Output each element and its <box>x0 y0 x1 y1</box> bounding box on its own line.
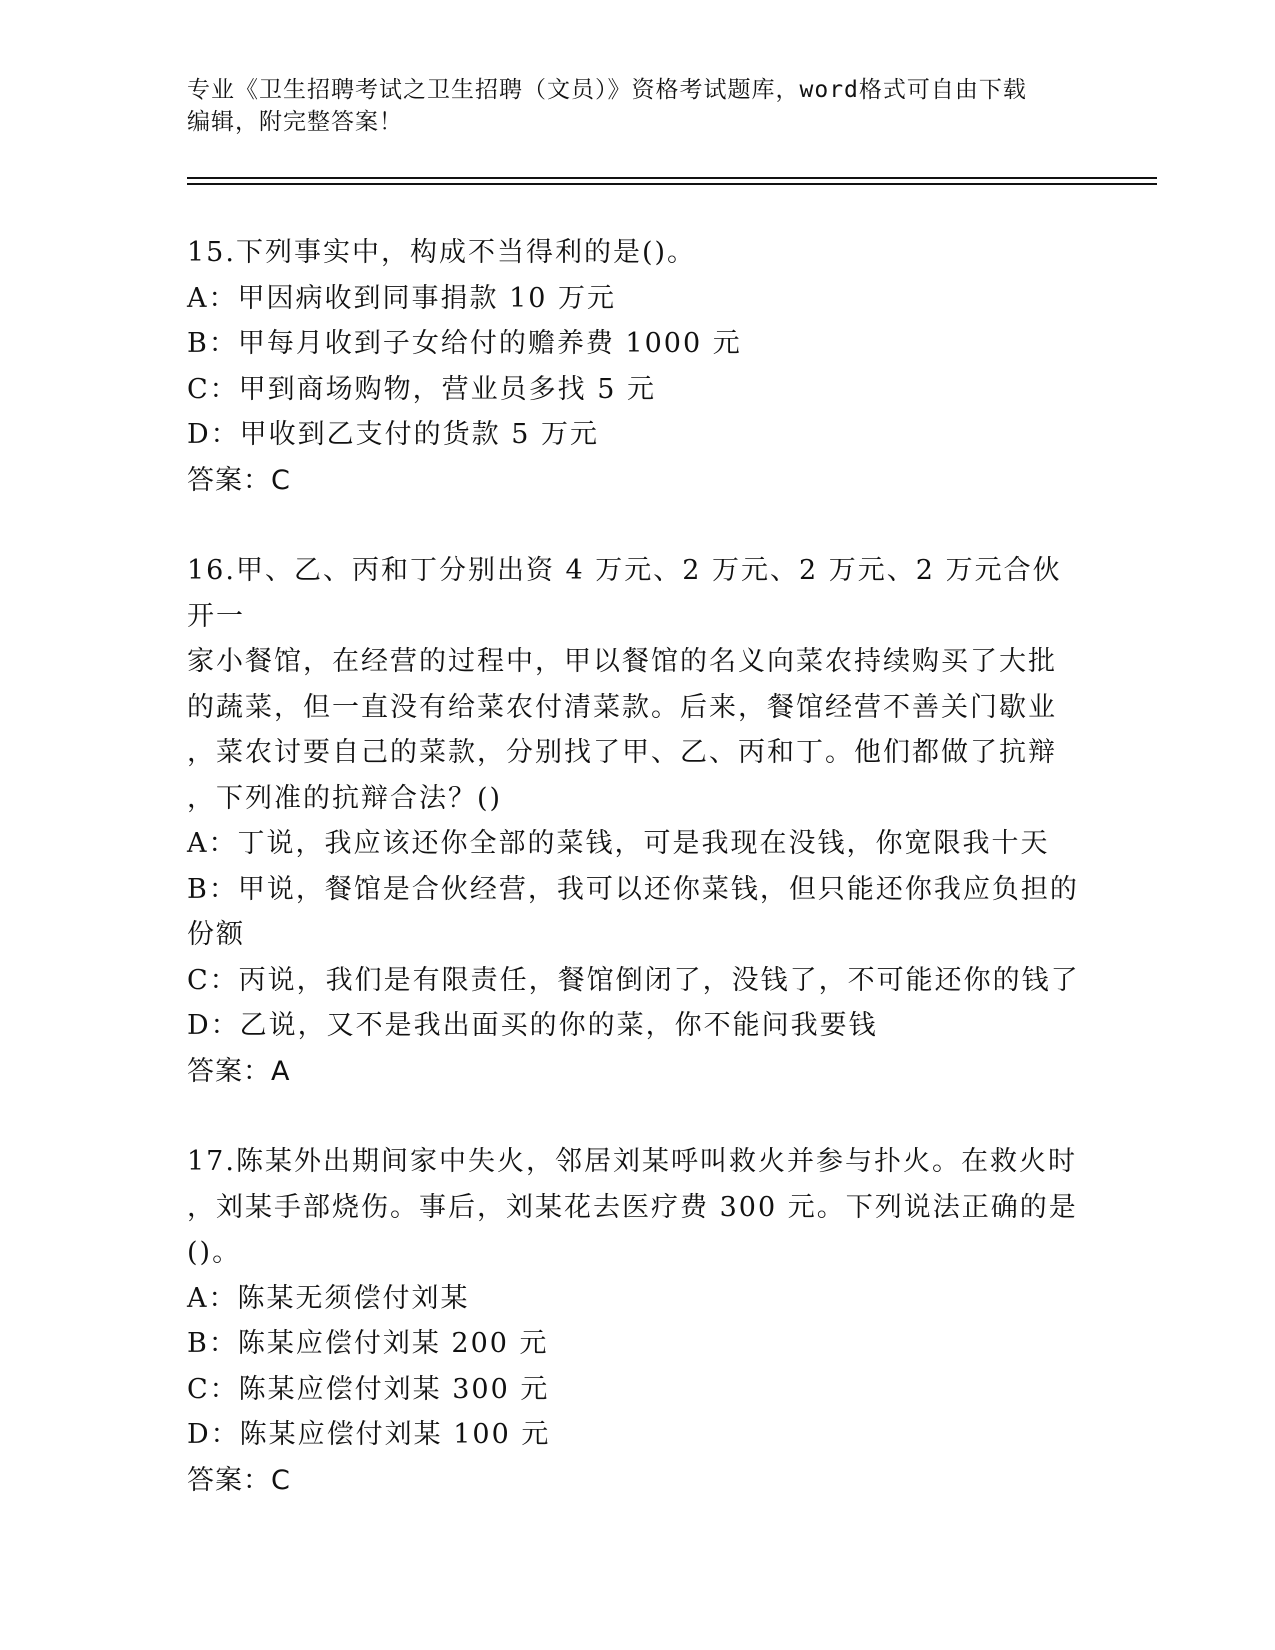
option-b: B：甲每月收到子女给付的赡养费 1000 元 <box>187 328 742 359</box>
question-17 <box>187 1139 1087 1503</box>
option-d: D：乙说，又不是我出面买的你的菜，你不能问我要钱 <box>187 1010 878 1041</box>
option-a: A：丁说，我应该还你全部的菜钱，可是我现在没钱，你宽限我十天 <box>187 828 1050 859</box>
header-divider-top <box>187 177 1157 179</box>
option-b-continued: 份额 <box>187 919 245 950</box>
option-a: A：甲因病收到同事捐款 10 万元 <box>187 282 617 314</box>
option-c: C：陈某应偿付刘某 300 元 <box>187 1373 550 1405</box>
answer-label: 答案：C <box>187 1464 291 1496</box>
question-stem-line: ，下列准的抗辩合法？() <box>187 782 503 814</box>
answer-label: 答案：A <box>187 1055 291 1087</box>
question-stem-line: 15.下列事实中，构成不当得利的是()。 <box>187 237 697 268</box>
question-16 <box>187 548 1087 1094</box>
option-c: C：甲到商场购物，营业员多找 5 元 <box>187 373 657 405</box>
option-b: B：甲说，餐馆是合伙经营，我可以还你菜钱，但只能还你我应负担的 <box>187 873 1079 905</box>
header-line-1: 专业《卫生招聘考试之卫生招聘（文员）》资格考试题库，word格式可自由下载 <box>187 77 1027 103</box>
option-c: C：丙说，我们是有限责任，餐馆倒闭了，没钱了，不可能还你的钱了 <box>187 964 1080 996</box>
option-a: A：陈某无须偿付刘某 <box>187 1282 470 1314</box>
document-header <box>187 74 1087 138</box>
question-stem-line: ，刘某手部烧伤。事后，刘某花去医疗费 300 元。下列说法正确的是 <box>187 1191 1078 1223</box>
question-stem-line: ，菜农讨要自己的菜款，分别找了甲、乙、丙和丁。他们都做了抗辩 <box>187 737 1057 768</box>
question-stem-line: 的蔬菜，但一直没有给菜农付清菜款。后来，餐馆经营不善关门歇业 <box>187 691 1057 723</box>
question-stem-line: 家小餐馆，在经营的过程中，甲以餐馆的名义向菜农持续购买了大批 <box>187 646 1057 677</box>
header-line-2: 编辑，附完整答案！ <box>187 109 403 135</box>
option-b: B：陈某应偿付刘某 200 元 <box>187 1328 549 1359</box>
option-d: D：陈某应偿付刘某 100 元 <box>187 1419 551 1450</box>
question-stem-line: ()。 <box>187 1237 242 1268</box>
header-divider-bottom <box>187 183 1157 185</box>
option-d: D：甲收到乙支付的货款 5 万元 <box>187 419 599 450</box>
question-stem-line: 16.甲、乙、丙和丁分别出资 4 万元、2 万元、2 万元、2 万元合伙开一 <box>187 555 1062 632</box>
question-15 <box>187 230 1087 503</box>
question-stem-line: 17.陈某外出期间家中失火，邻居刘某呼叫救火并参与扑火。在救火时 <box>187 1146 1077 1177</box>
question-list <box>187 230 1087 1548</box>
answer-label: 答案：C <box>187 464 291 496</box>
